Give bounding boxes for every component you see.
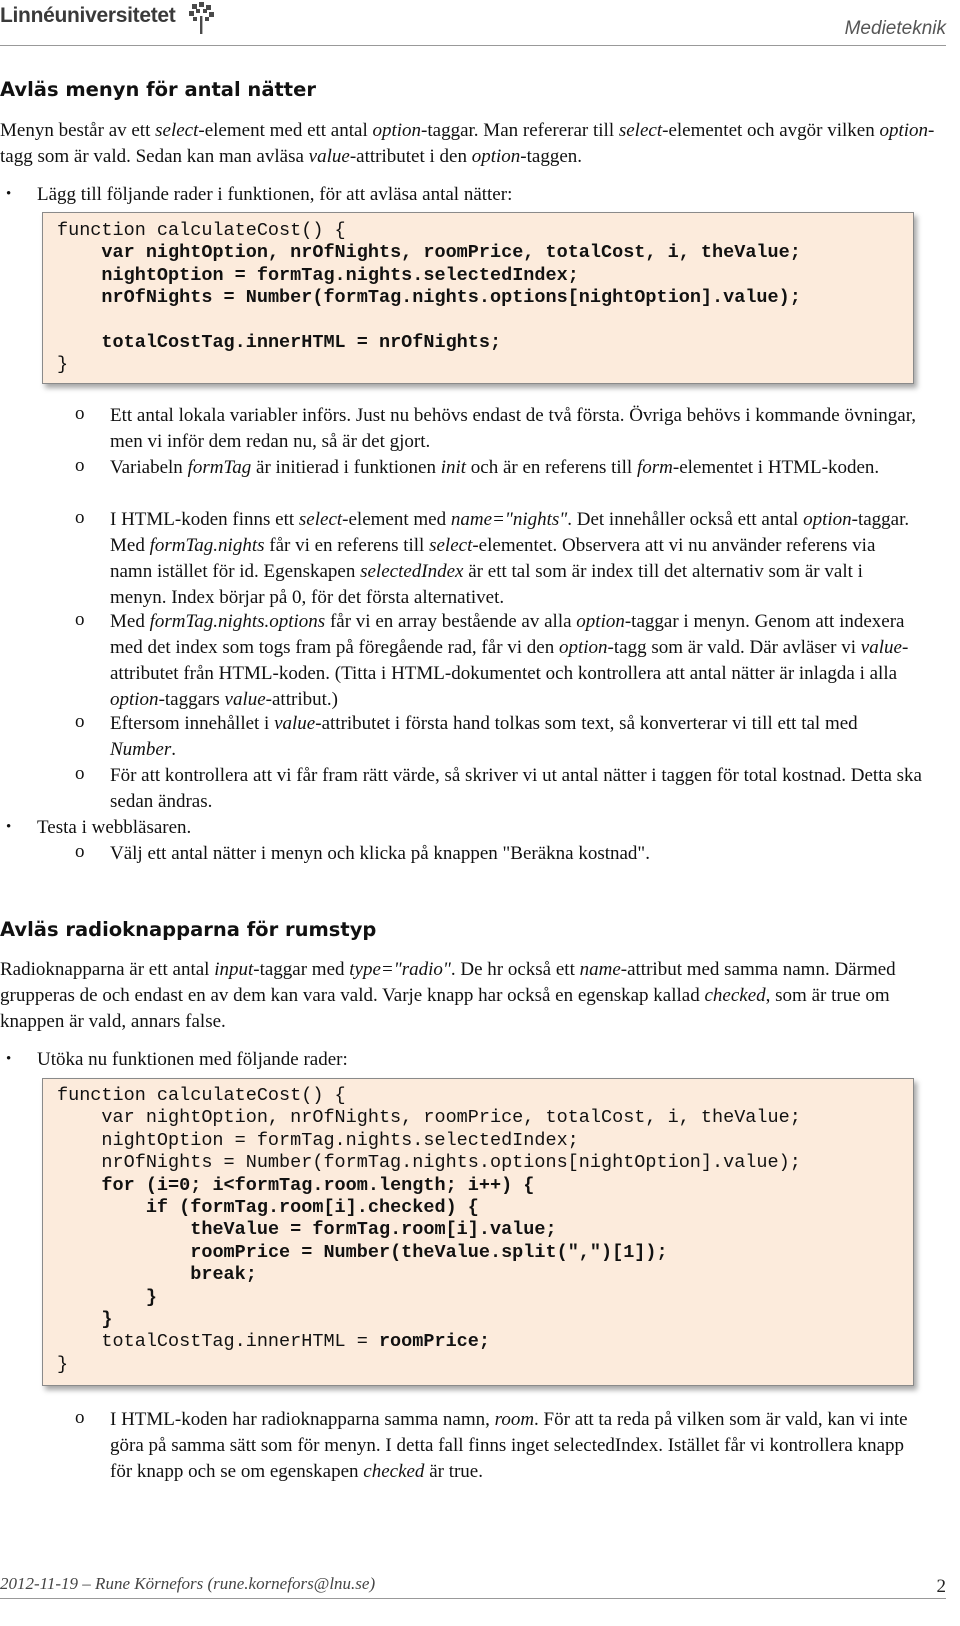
bullet-extend-function: Utöka nu funktionen med följande rader:: [37, 1049, 348, 1070]
sub-bullet: Välj ett antal nätter i menyn och klicka på knappen "Beräkna kostnad".: [110, 843, 650, 864]
sub-bullet: För att kontrollera att vi får fram rätt värde, så skriver vi ut antal nätter i taggen för total kostnad. Detta ska sedan ändras.: [110, 765, 922, 812]
department-label: Medieteknik: [844, 18, 946, 39]
code-block-nights: [42, 212, 914, 384]
page-number: 2: [936, 1576, 946, 1597]
sub-bullet: Eftersom innehållet i value-attributet i första hand tolkas som text, så konverterar vi till ett tal med Number.: [110, 713, 858, 760]
bullet-dot: •: [6, 819, 12, 835]
bullet-add-lines: Lägg till följande rader i funktionen, för att avläsa antal nätter:: [37, 184, 513, 205]
footer-divider: [0, 1598, 946, 1599]
section-heading-radio: Avläs radioknapparna för rumstyp: [0, 918, 377, 941]
section2-intro: Radioknapparna är ett antal input-taggar med type="radio". De hr också ett name-attribut med samma namn. Därmed grupperas de och endast en av dem kan vara vald. Varje knapp har också en egenskap kallad checked, som är true om knappen är vald, annars false.: [0, 959, 896, 1032]
code-text: function calculateCost() { var nightOption, nrOfNights, roomPrice, totalCost, i, theValue; nightOption = formTag.nights.selectedIndex; nrOfNights = Number(formTag.nights.options[nightOption].value); totalCostTag.innerHTML = nrOfNights; }: [57, 220, 801, 376]
footer-author-date: 2012-11-19 – Rune Körnefors (rune.kornefors@lnu.se): [0, 1574, 376, 1593]
sub-bullet: Ett antal lokala variabler införs. Just nu behövs endast de två första. Övriga behövs i kommande övningar, men vi inför dem redan nu, så är det gjort.: [110, 405, 917, 452]
section1-intro: Menyn består av ett select-element med ett antal option-taggar. Man refererar till select-elementet och avgör vilken option-tagg som är vald. Sedan kan man avläsa value-attributet i den option-taggen.: [0, 120, 935, 167]
tree-logo-icon: [186, 2, 216, 34]
sub-bullet: I HTML-koden har radioknapparna samma namn, room. För att ta reda på vilken som är vald, kan vi inte göra på samma sätt som för menyn. I detta fall finns inget selectedIndex. Istället får vi kontrollera knapp för knapp och se om egenskapen checked är true.: [110, 1409, 908, 1482]
code-text: function calculateCost() { var nightOption, nrOfNights, roomPrice, totalCost, i, theValue; nightOption = formTag.nights.selectedIndex; nrOfNights = Number(formTag.nights.options[nightOption].value); for (i=0; i<formTag.room.length; i++) { if (formTag.room[i].checked) { theValue = formTag.room[i].value; roomPrice = Number(theValue.split(",")[1]); break; } } totalCostTag.innerHTML = roomPrice; }: [57, 1085, 801, 1375]
code-block-room: [42, 1078, 914, 1386]
sub-bullet: Variabeln formTag är initierad i funktionen init och är en referens till form-elementet i HTML-koden.: [110, 457, 880, 478]
section-heading-menu: Avläs menyn för antal nätter: [0, 78, 316, 101]
bullet-dot: •: [6, 186, 12, 202]
sub-bullet: Med formTag.nights.options får vi en array bestående av alla option-taggar i menyn. Genom att indexera med det index som togs fram på föregående rad, får vi den option-tagg som är vald. Där avläser vi value-attributet från HTML-koden. (Titta i HTML-dokumentet och kontrollera att antal nätter är inlagda i alla option-taggars value-attribut.): [110, 611, 909, 710]
header-divider: [0, 45, 946, 46]
bullet-dot: •: [6, 1051, 12, 1067]
university-logo-text: Linnéuniversitetet: [0, 4, 176, 27]
bullet-test-browser: Testa i webbläsaren.: [37, 817, 192, 838]
sub-bullet: I HTML-koden finns ett select-element med name="nights". Det innehåller också ett antal option-taggar. Med formTag.nights får vi en referens till select-elementet. Observera att vi nu använder referens via namn istället för id. Egenskapen selectedIndex är ett tal som är index till det alternativ som är valt i menyn. Index börjar på 0, för det första alternativet.: [110, 509, 910, 608]
